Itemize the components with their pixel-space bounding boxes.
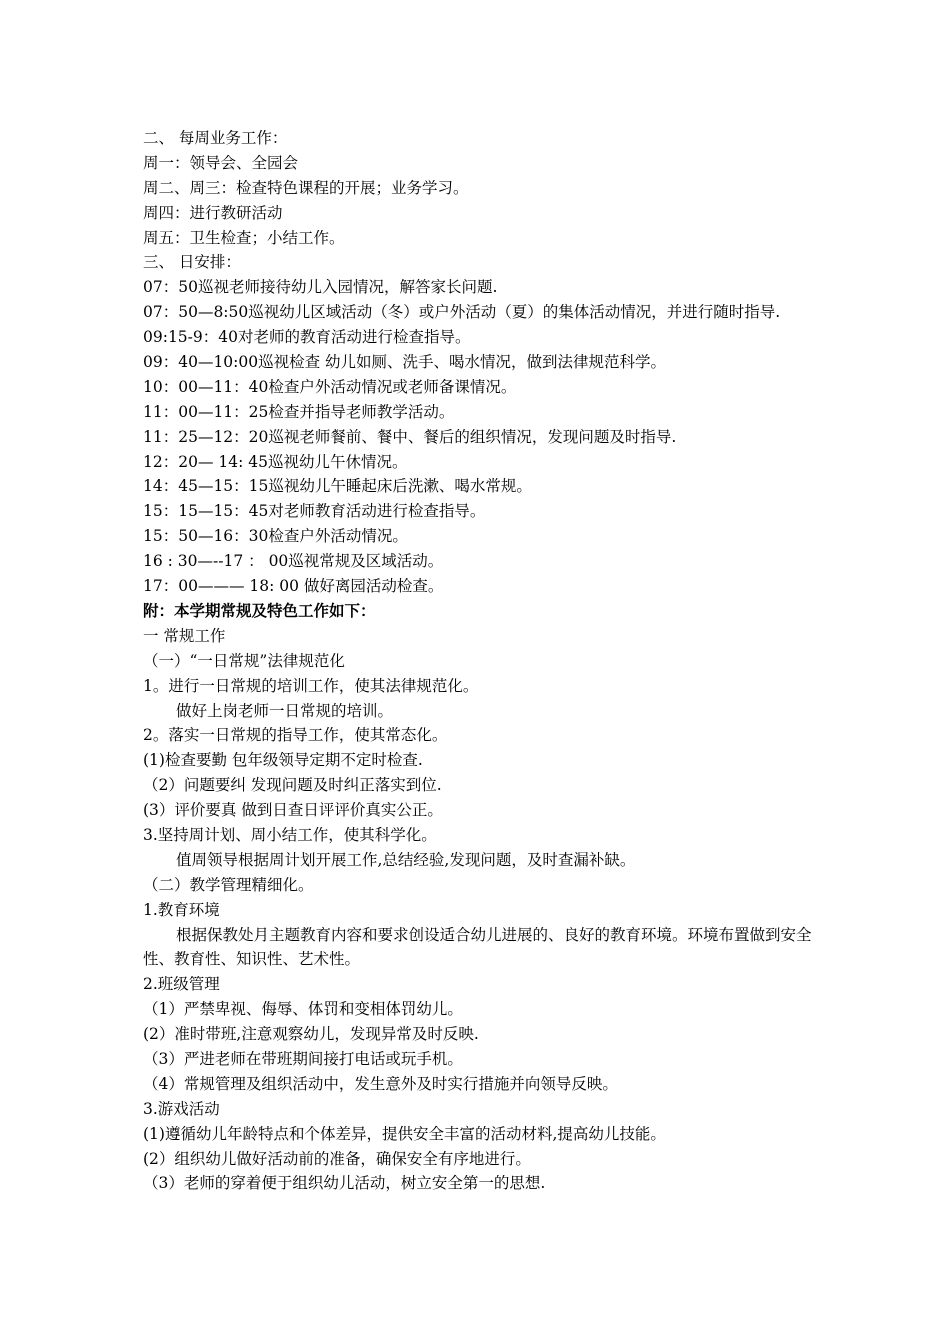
list-item-3-detail: 值周领导根据周计划开展工作,总结经验,发现问题，及时查漏补缺。 <box>176 850 636 869</box>
schedule-item-1700: 17：00——— 18: 00 做好离园活动检查。 <box>143 577 444 596</box>
item-heading-game-activities: 3.游戏活动 <box>143 1099 220 1118</box>
document-body <box>143 126 813 1196</box>
class-management-item-4: （4）常规管理及组织活动中，发生意外及时实行措施并向领导反映。 <box>143 1074 618 1093</box>
schedule-item-1550: 15：50—16：30检查户外活动情况。 <box>143 527 408 546</box>
class-management-item-2: (2）准时带班,注意观察幼儿，发现异常及时反映. <box>143 1025 479 1044</box>
schedule-item-0750-0850: 07：50—8:50巡视幼儿区域活动（冬）或户外活动（夏）的集体活动情况，并进行随时指导. <box>143 303 781 322</box>
list-item-2-sub-2: （2）问题要纠 发现问题及时纠正落实到位. <box>143 776 442 795</box>
game-activities-item-3: （3）老师的穿着便于组织幼儿活动，树立安全第一的思想. <box>143 1174 546 1193</box>
list-item-3: 3.坚持周计划、周小结工作，使其科学化。 <box>143 825 437 844</box>
schedule-item-1000: 10：00—11：40检查户外活动情况或老师备课情况。 <box>143 377 517 396</box>
schedule-item-0915: 09:15-9：40对老师的教育活动进行检查指导。 <box>143 328 471 347</box>
section-heading-daily-schedule: 三、 日安排： <box>143 253 241 272</box>
weekly-item-tue-wed: 周二、周三：检查特色课程的开展；业务学习。 <box>143 178 469 197</box>
schedule-item-1515: 15：15—15：45对老师教育活动进行检查指导。 <box>143 502 486 521</box>
item-heading-education-environment: 1.教育环境 <box>143 900 220 919</box>
schedule-item-1630: 16 : 30—--17 ： 00巡视常规及区域活动。 <box>143 552 444 571</box>
schedule-item-0750: 07：50巡视老师接待幼儿入园情况，解答家长问题. <box>143 278 498 297</box>
list-item-1-detail: 做好上岗老师一日常规的培训。 <box>176 701 394 720</box>
class-management-item-3: （3）严进老师在带班期间接打电话或玩手机。 <box>143 1050 463 1068</box>
subsection-heading-teaching-management: （二）教学管理精细化。 <box>143 875 314 894</box>
subsection-heading-daily-routine: （一）“一日常规”法律规范化 <box>143 651 345 670</box>
appendix-heading: 附：本学期常规及特色工作如下： <box>143 600 376 620</box>
item-heading-class-management: 2.班级管理 <box>143 975 220 994</box>
schedule-item-0940: 09：40—10:00巡视检查 幼儿如厕、洗手、喝水情况，做到法律规范科学。 <box>143 353 667 372</box>
subsection-heading-routine-work: 一 常规工作 <box>143 626 226 645</box>
list-item-2: 2。落实一日常规的指导工作，使其常态化。 <box>143 726 448 745</box>
list-item-1: 1。进行一日常规的培训工作，使其法律规范化。 <box>143 676 479 695</box>
education-environment-paragraph: 根据保教处月主题教育内容和要求创设适合幼儿进展的、良好的教育环境。环境布置做到安全性、教育性、知识性、艺术性。 <box>143 925 812 969</box>
schedule-item-1100: 11：00—11：25检查并指导老师教学活动。 <box>143 402 455 421</box>
weekly-item-monday: 周一：领导会、全园会 <box>143 153 299 172</box>
game-activities-item-2: (2）组织幼儿做好活动前的准备，确保安全有序地进行。 <box>143 1149 531 1168</box>
schedule-item-1125: 11：25—12：20巡视老师餐前、餐中、餐后的组织情况，发现问题及时指导. <box>143 427 677 446</box>
list-item-2-sub-3: (3）评价要真 做到日查日评评价真实公正。 <box>143 801 443 820</box>
section-heading-weekly-work: 二、 每周业务工作： <box>143 129 288 147</box>
class-management-item-1: （1）严禁卑视、侮辱、体罚和变相体罚幼儿。 <box>143 1000 463 1019</box>
weekly-item-thursday: 周四：进行教研活动 <box>143 203 283 222</box>
schedule-item-1445: 14：45—15：15巡视幼儿午睡起床后洗漱、喝水常规。 <box>143 477 532 496</box>
game-activities-item-1: (1)遵循幼儿年龄特点和个体差异，提供安全丰富的活动材料,提高幼儿技能。 <box>143 1124 666 1143</box>
schedule-item-1220: 12：20— 14: 45巡视幼儿午休情况。 <box>143 452 408 471</box>
list-item-2-sub-1: (1)检查要勤 包年级领导定期不定时检查. <box>143 751 423 770</box>
weekly-item-friday: 周五：卫生检查；小结工作。 <box>143 228 345 247</box>
